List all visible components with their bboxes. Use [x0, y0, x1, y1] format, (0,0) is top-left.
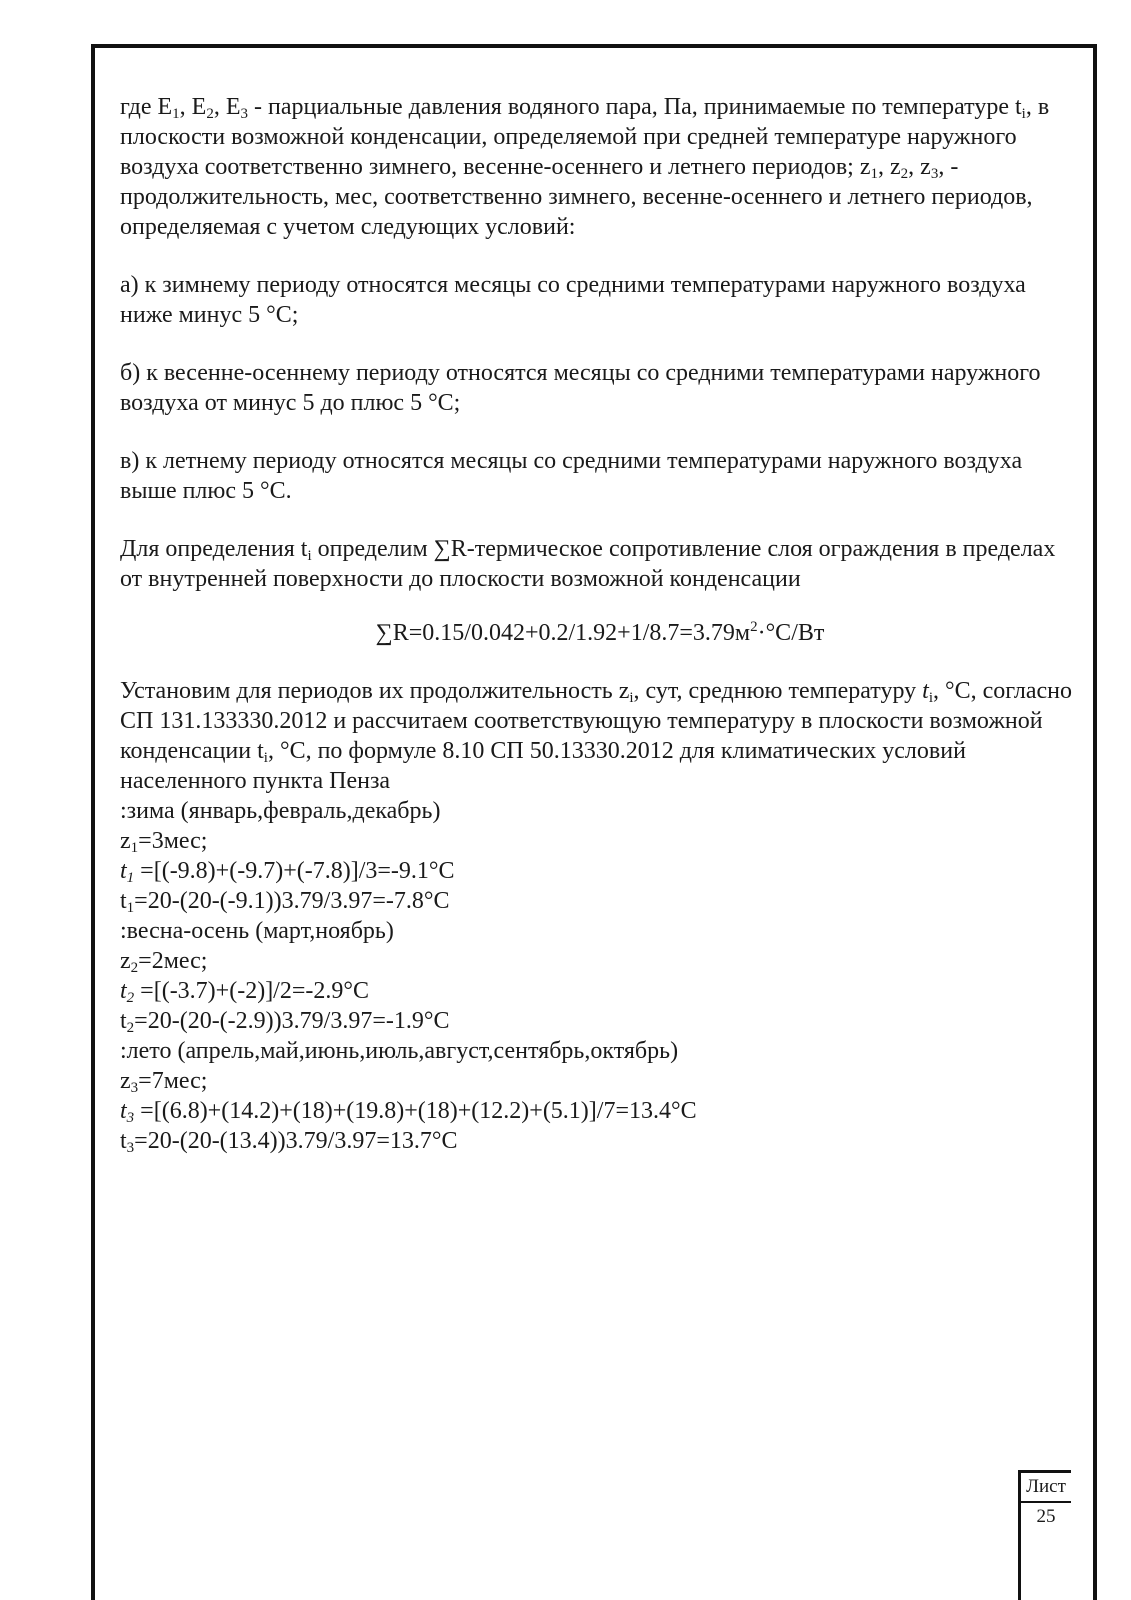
frame-left-border — [91, 44, 95, 1600]
expression: =20-(20-(-9.1))3.79/3.97=-7.8°С — [134, 888, 450, 914]
definition-text: Для определения t — [120, 536, 308, 562]
expression: =[(6.8)+(14.2)+(18)+(19.8)+(18)+(12.2)+(5.1)]/7=13.4°С — [134, 1098, 697, 1124]
variable: z — [120, 1068, 131, 1094]
expression: =20-(20-(-2.9))3.79/3.97=-1.9°С — [134, 1008, 450, 1034]
summer-average-temperature — [120, 1096, 1080, 1126]
subscript: 1 — [126, 900, 135, 916]
summer-duration — [120, 1066, 1080, 1096]
winter-condensation-temperature — [120, 886, 1080, 916]
winter-duration — [120, 826, 1080, 856]
setup-text: , °С, по формуле 8.10 СП 50.13330.2012 для климатических условий населенного пункта Пенза — [120, 738, 966, 794]
subscript: i — [928, 690, 934, 706]
page-content — [120, 92, 1080, 1156]
subscript: i — [629, 690, 634, 706]
winter-average-temperature — [120, 856, 1080, 886]
spring-autumn-duration — [120, 946, 1080, 976]
spring-autumn-label: :весна-осень (март,ноябрь) — [120, 918, 394, 944]
subscript: 3 — [126, 1110, 135, 1126]
setup-text: Установим для периодов их продолжительность z — [120, 678, 630, 704]
intro-text: где E — [120, 94, 173, 120]
intro-text: , - продолжительность, мес, соответственно зимнего, весенне-осеннего и летнего периодов, определяемая с учетом следующих условий: — [120, 154, 1033, 240]
subscript: 1 — [130, 840, 139, 856]
intro-text: , z — [878, 154, 901, 180]
subscript: 1 — [172, 106, 180, 122]
sheet-number: 25 — [1036, 1506, 1056, 1527]
definition-paragraph — [120, 534, 1080, 594]
winter-label: :зима (январь,февраль,декабрь) — [120, 798, 441, 824]
formula-text: ∑R=0.15/0.042+0.2/1.92+1/8.7=3.79м — [375, 620, 751, 646]
sheet-number-box — [1018, 1470, 1071, 1600]
summer-condensation-temperature — [120, 1126, 1080, 1156]
sheet-label: Лист — [1026, 1476, 1066, 1497]
spring-autumn-condensation-temperature — [120, 1006, 1080, 1036]
value: =7мес; — [138, 1068, 208, 1094]
subscript: 2 — [130, 960, 139, 976]
italic-variable: t — [120, 978, 127, 1004]
variable: t — [120, 888, 127, 914]
expression: =20-(20-(13.4))3.79/3.97=13.7°С — [134, 1128, 458, 1154]
subscript: 2 — [126, 990, 135, 1006]
subscript: 2 — [206, 106, 214, 122]
setup-text: , °С, согласно СП 131.133330.2012 и рассчитаем соответствующую температуру в плоскости возможной конденсации t — [120, 678, 1073, 764]
variable: t — [120, 1008, 127, 1034]
frame-top-border — [91, 44, 1097, 48]
subscript: 3 — [930, 166, 939, 182]
setup-text: , сут, среднюю температуру — [633, 678, 923, 704]
variable: z — [120, 948, 131, 974]
intro-text: - парциальные давления водяного пара, Па, принимаемые по температуре t — [248, 94, 1022, 120]
subscript: i — [1021, 106, 1026, 122]
definition-text: определим ∑R-термическое сопротивление слоя ограждения в пределах от внутренней поверхности до плоскости возможной конденсации — [120, 536, 1056, 592]
variable: t — [120, 1128, 127, 1154]
value: =2мес; — [138, 948, 208, 974]
intro-text: , z — [908, 154, 931, 180]
expression: =[(-9.8)+(-9.7)+(-7.8)]/3=-9.1°С — [134, 858, 455, 884]
formula-unit: ·°С/Вт — [757, 620, 825, 646]
subscript: 3 — [240, 106, 249, 122]
resistance-formula — [120, 618, 1080, 648]
intro-text: , E — [179, 94, 207, 120]
subscript: 2 — [126, 1020, 135, 1036]
subscript: i — [263, 750, 268, 766]
italic-variable: t — [120, 1098, 127, 1124]
subscript: 2 — [900, 166, 909, 182]
italic-variable: t — [120, 858, 127, 884]
italic-variable: t — [922, 678, 929, 704]
value: =3мес; — [138, 828, 208, 854]
subscript: 3 — [130, 1080, 139, 1096]
summer-label: :лето (апрель,май,июнь,июль,август,сентябрь,октябрь) — [120, 1038, 679, 1064]
superscript: 2 — [750, 619, 758, 635]
intro-text: , в плоскости возможной конденсации, определяемой при средней температуре наружного воздуха соответственно зимнего, весенне-осеннего и летнего периодов; z — [120, 94, 1050, 180]
subscript: 1 — [870, 166, 879, 182]
sheet-divider — [1021, 1501, 1071, 1503]
condition-summer: в) к летнему периоду относятся месяцы со средними температурами наружного воздуха выше плюс 5 °С. — [120, 448, 1023, 504]
frame-right-border — [1093, 44, 1097, 1600]
spring-autumn-average-temperature — [120, 976, 1080, 1006]
condition-winter: а) к зимнему периоду относятся месяцы со средними температурами наружного воздуха ниже минус 5 °С; — [120, 272, 1026, 328]
condition-spring-autumn: б) к весенне-осеннему периоду относятся месяцы со средними температурами наружного воздуха от минус 5 до плюс 5 °С; — [120, 360, 1041, 416]
intro-paragraph — [120, 92, 1080, 242]
setup-paragraph — [120, 676, 1080, 796]
expression: =[(-3.7)+(-2)]/2=-2.9°С — [134, 978, 369, 1004]
intro-text: , E — [213, 94, 241, 120]
subscript: i — [307, 548, 312, 564]
subscript: 3 — [126, 1140, 135, 1156]
subscript: 1 — [126, 870, 135, 886]
variable: z — [120, 828, 131, 854]
